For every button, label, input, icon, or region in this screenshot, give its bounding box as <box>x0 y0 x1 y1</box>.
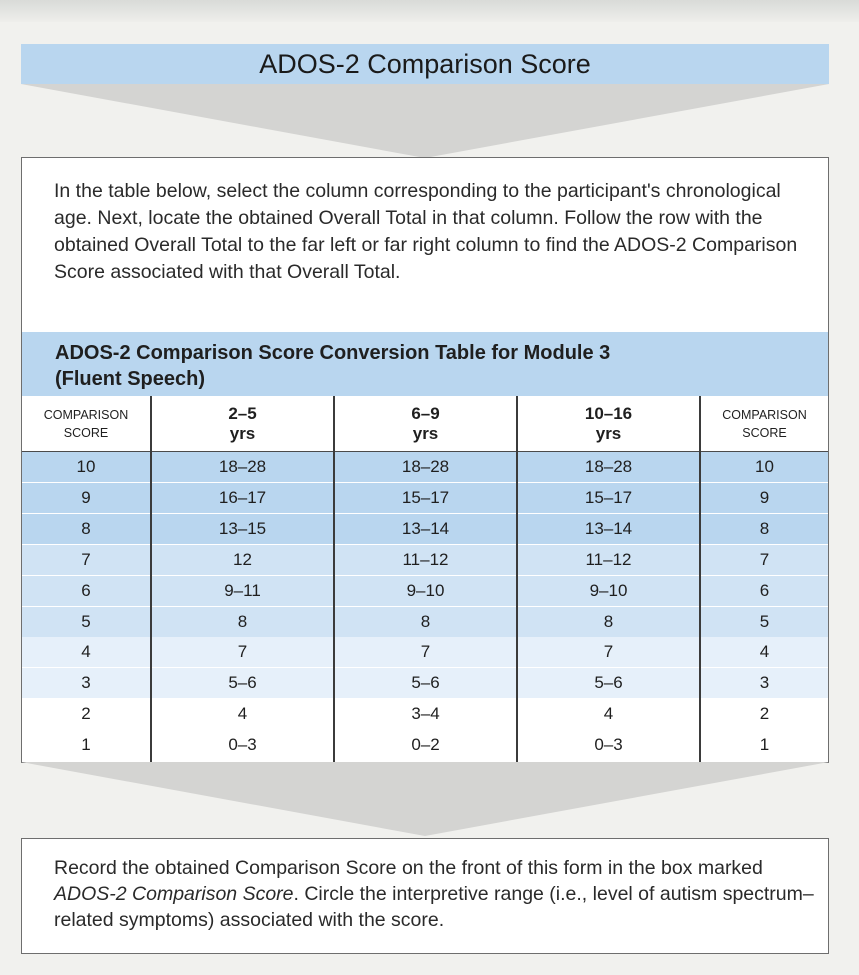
comparison-score-cell: 9 <box>759 487 770 507</box>
header-line: SCORE <box>742 425 787 440</box>
overall-total-cell: 12 <box>233 549 252 569</box>
comparison-score-cell: 10 <box>755 457 774 476</box>
section-title-bar <box>21 44 829 84</box>
column-divider <box>699 396 701 762</box>
overall-total-cell: 3–4 <box>411 704 440 724</box>
comparison-score-cell: 3 <box>759 673 770 693</box>
table-row <box>22 699 828 729</box>
overall-total-cell: 9–10 <box>406 580 445 600</box>
comparison-score-cell: 6 <box>81 580 91 600</box>
comparison-score-cell: 7 <box>759 549 770 569</box>
overall-total-cell: 18–28 <box>401 457 450 476</box>
comparison-score-cell: 1 <box>759 735 770 755</box>
column-header-age-6-9 <box>335 396 516 451</box>
column-header-age-2-5 <box>152 396 333 451</box>
footer-text-part-2: . Circle the interpretive range (i.e., level of autism spectrum–related symptoms) associated with the score. <box>54 883 814 931</box>
column-header-comparison-score-left <box>22 396 150 451</box>
overall-total-cell: 13–14 <box>401 518 450 538</box>
down-arrow-icon <box>21 762 829 836</box>
overall-total-cell: 9–11 <box>224 580 261 600</box>
table-row <box>22 514 828 544</box>
intro-text: In the table below, select the column corresponding to the participant's chronological age. Next, locate the obtained Overall Total in that column. Follow the row with the obtained Overall Total to the far left or far right column to find the ADOS-2 Comparison Score associated with that Overall Total. <box>54 180 798 283</box>
age-unit-label: yrs <box>595 423 622 443</box>
overall-total-cell: 0–3 <box>594 735 623 755</box>
column-divider <box>516 396 518 762</box>
table-row <box>22 545 828 575</box>
overall-total-cell: 8 <box>237 611 248 631</box>
comparison-score-cell: 2 <box>81 704 91 724</box>
overall-total-cell: 18–28 <box>584 457 633 476</box>
overall-total-cell: 13–15 <box>218 518 267 538</box>
comparison-score-cell: 7 <box>81 549 91 569</box>
header-line: COMPARISON <box>722 407 807 422</box>
comparison-score-cell: 9 <box>81 487 91 507</box>
column-header-age-10-16 <box>518 396 699 451</box>
overall-total-cell: 11–12 <box>402 549 449 569</box>
table-row <box>22 668 828 698</box>
comparison-score-cell: 3 <box>81 673 91 693</box>
table-row <box>22 452 828 482</box>
header-line: SCORE <box>63 425 109 440</box>
instructions-and-table-box <box>21 157 829 763</box>
overall-total-cell: 0–2 <box>411 735 440 755</box>
table-title <box>55 340 755 392</box>
overall-total-cell: 0–3 <box>228 735 257 755</box>
column-divider <box>333 396 335 762</box>
comparison-score-cell: 5 <box>81 611 91 631</box>
overall-total-cell: 15–17 <box>584 487 633 507</box>
table-row <box>22 483 828 513</box>
page-top-edge <box>0 0 859 22</box>
down-arrow-icon <box>21 84 829 158</box>
overall-total-cell: 4 <box>237 704 248 724</box>
comparison-score-cell: 5 <box>759 611 770 631</box>
footer-text-italic: ADOS-2 Comparison Score <box>54 883 294 905</box>
overall-total-cell: 4 <box>603 704 614 724</box>
table-title-line-2: (Fluent Speech) <box>55 368 206 390</box>
age-unit-label: yrs <box>412 423 439 443</box>
footer-text-part-1: Record the obtained Comparison Score on the front of this form in the box marked <box>54 857 763 879</box>
table-title-line-1: ADOS-2 Comparison Score Conversion Table for Module 3 <box>55 342 611 364</box>
comparison-score-cell: 4 <box>759 642 770 662</box>
overall-total-cell: 5–6 <box>228 673 257 693</box>
overall-total-cell: 9–10 <box>589 580 628 600</box>
overall-total-cell: 16–17 <box>218 487 267 507</box>
table-row <box>22 730 828 760</box>
age-unit-label: yrs <box>229 423 256 443</box>
age-range-label: 10–16 <box>584 403 633 423</box>
record-instructions-box <box>21 838 829 954</box>
header-line: COMPARISON <box>43 407 129 422</box>
comparison-score-cell: 1 <box>81 735 91 755</box>
column-header-comparison-score-right <box>701 396 828 451</box>
table-row <box>22 637 828 667</box>
overall-total-cell: 7 <box>237 642 248 662</box>
comparison-score-cell: 4 <box>81 642 91 662</box>
overall-total-cell: 18–28 <box>218 457 267 476</box>
comparison-score-cell: 2 <box>759 704 770 724</box>
comparison-score-cell: 8 <box>759 518 770 538</box>
comparison-score-cell: 10 <box>76 457 96 476</box>
age-range-label: 6–9 <box>411 403 440 423</box>
overall-total-cell: 8 <box>420 611 431 631</box>
table-row <box>22 576 828 606</box>
overall-total-cell: 5–6 <box>411 673 440 693</box>
overall-total-cell: 8 <box>603 611 614 631</box>
age-range-label: 2–5 <box>228 403 257 423</box>
column-divider <box>150 396 152 762</box>
overall-total-cell: 11–12 <box>585 549 632 569</box>
comparison-score-cell: 8 <box>81 518 91 538</box>
record-instructions-text <box>54 855 814 933</box>
overall-total-cell: 13–14 <box>584 518 633 538</box>
comparison-score-cell: 6 <box>759 580 770 600</box>
overall-total-cell: 7 <box>603 642 614 662</box>
table-row <box>22 607 828 637</box>
overall-total-cell: 5–6 <box>594 673 623 693</box>
section-title: ADOS-2 Comparison Score <box>259 48 591 79</box>
overall-total-cell: 15–17 <box>401 487 450 507</box>
overall-total-cell: 7 <box>420 642 431 662</box>
table-title-bar <box>22 332 828 396</box>
